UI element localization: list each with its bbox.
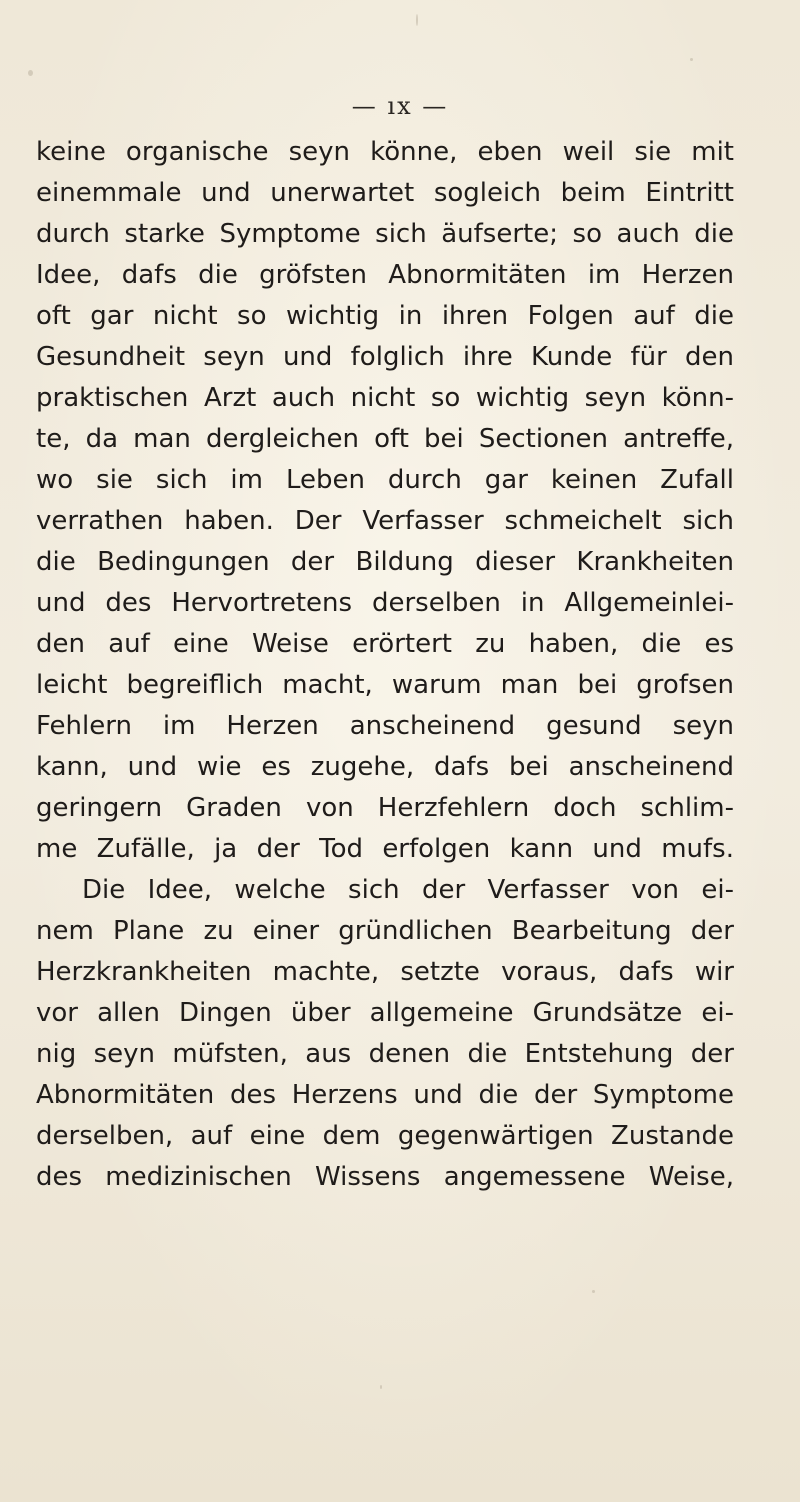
- text-line: die Bedingungen der Bildung dieser Krankheiten: [36, 547, 734, 577]
- text-line: Idee, dafs die gröfsten Abnormitäten im Herzen: [36, 260, 734, 290]
- text-line: und des Hervortretens derselben in Allgemeinlei-: [36, 588, 734, 618]
- text-line: Abnormitäten des Herzens und die der Symptome: [36, 1080, 734, 1110]
- paper-speck: [690, 58, 693, 61]
- text-line: den auf eine Weise erörtert zu haben, die es: [36, 629, 734, 659]
- text-line: kann, und wie es zugehe, dafs bei anscheinend: [36, 752, 734, 782]
- text-line: wo sie sich im Leben durch gar keinen Zufall: [36, 465, 734, 495]
- text-line: praktischen Arzt auch nicht so wichtig seyn könn-: [36, 383, 734, 413]
- text-line: oft gar nicht so wichtig in ihren Folgen auf die: [36, 301, 734, 331]
- text-line: geringern Graden von Herzfehlern doch schlim-: [36, 793, 734, 823]
- paper-speck: [380, 1385, 382, 1389]
- text-line: des medizinischen Wissens angemessene Weise,: [36, 1162, 734, 1192]
- text-line: Herzkrankheiten machte, setzte voraus, dafs wir: [36, 957, 734, 987]
- text-line: vor allen Dingen über allgemeine Grundsätze ei-: [36, 998, 734, 1028]
- text-line: nem Plane zu einer gründlichen Bearbeitung der: [36, 916, 734, 946]
- text-line: verrathen haben. Der Verfasser schmeichelt sich: [36, 506, 734, 536]
- text-line: Die Idee, welche sich der Verfasser von ei-: [82, 875, 734, 905]
- paper-speck: [28, 70, 33, 76]
- text-line: einemmale und unerwartet sogleich beim Eintritt: [36, 178, 734, 208]
- text-line: Fehlern im Herzen anscheinend gesund seyn: [36, 711, 734, 741]
- paper-speck: [416, 14, 418, 26]
- paper-speck: [592, 1290, 595, 1293]
- text-line: me Zufälle, ja der Tod erfolgen kann und mufs.: [36, 834, 734, 864]
- text-line: te, da man dergleichen oft bei Sectionen antreffe,: [36, 424, 734, 454]
- text-line: derselben, auf eine dem gegenwärtigen Zustande: [36, 1121, 734, 1151]
- text-line: durch starke Symptome sich äufserte; so auch die: [36, 219, 734, 249]
- text-line: Gesundheit seyn und folglich ihre Kunde für den: [36, 342, 734, 372]
- page-number-header: — ıx —: [351, 92, 449, 120]
- text-line: nig seyn müfsten, aus denen die Entstehung der: [36, 1039, 734, 1069]
- text-line: keine organische seyn könne, eben weil sie mit: [36, 137, 734, 167]
- text-line: leicht begreiflich macht, warum man bei grofsen: [36, 670, 734, 700]
